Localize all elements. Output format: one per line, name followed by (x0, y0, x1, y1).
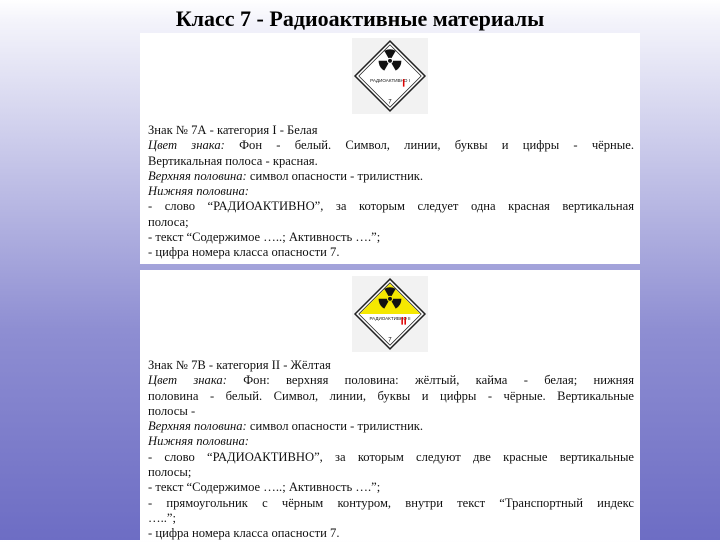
upper-text: символ опасности - трилистник. (249, 168, 424, 183)
lower-item-1b: полосы; (148, 465, 192, 480)
sign-label: РАДИОАКТИВНО I (370, 78, 410, 84)
description-7b (148, 358, 634, 542)
panel-category-1 (140, 33, 640, 264)
upper-line (148, 419, 634, 434)
lower-item-3: - цифра номера класса опасности 7. (148, 245, 340, 260)
upper-label: Верхняя половина: (148, 419, 247, 434)
lower-item-4: - цифра номера класса опасности 7. (148, 526, 340, 541)
color-line (148, 138, 634, 153)
lower-item-1a: - слово “РАДИОАКТИВНО”, за которым следует одна красная вертикальная (148, 199, 634, 214)
color-text-2: половина - белый. Символ, линии, буквы и цифры - чёрные. Вертикальные (148, 388, 634, 403)
sign-label: РАДИОАКТИВНО II (369, 316, 411, 322)
lower-label: Нижняя половина: (148, 434, 249, 449)
color-text-2: Вертикальная полоса - красная. (148, 153, 318, 168)
hazard-sign-7b (352, 276, 428, 352)
color-text: Фон - белый. Символ, линии, буквы и цифры - чёрные. (239, 138, 634, 153)
color-label: Цвет знака: (148, 138, 225, 153)
sign-heading: Знак № 7В - категория II - Жёлтая (148, 358, 331, 372)
sign-heading: Знак № 7А - категория I - Белая (148, 123, 318, 137)
color-label: Цвет знака: (148, 373, 227, 388)
upper-label: Верхняя половина: (148, 168, 247, 183)
upper-line (148, 169, 634, 184)
color-line (148, 373, 634, 388)
sign-number: 7 (388, 336, 392, 344)
radioactive-sign-icon (352, 276, 428, 352)
lower-item-1a: - слово “РАДИОАКТИВНО”, за которым следуют две красные вертикальные (148, 449, 634, 464)
color-text-3: полосы - (148, 403, 196, 418)
slide-title: Класс 7 - Радиоактивные материалы (175, 6, 545, 31)
description-7a (148, 123, 634, 261)
lower-item-3a: - прямоугольник с чёрным контуром, внутри текст “Транспортный индекс (148, 495, 634, 510)
color-text: Фон: верхняя половина: жёлтый, кайма - белая; нижняя (243, 373, 634, 388)
radioactive-sign-icon (352, 38, 428, 114)
upper-text: символ опасности - трилистник. (249, 419, 424, 434)
lower-item-1b: полоса; (148, 214, 189, 229)
sign-number: 7 (388, 98, 392, 106)
lower-item-2: - текст “Содержимое …..; Активность ….”; (148, 230, 381, 245)
lower-item-3b: …..”; (148, 510, 176, 525)
lower-label: Нижняя половина: (148, 184, 249, 199)
hazard-sign-7a (352, 38, 428, 114)
lower-item-2: - текст “Содержимое …..; Активность ….”; (148, 480, 381, 495)
panel-category-2 (140, 270, 640, 540)
